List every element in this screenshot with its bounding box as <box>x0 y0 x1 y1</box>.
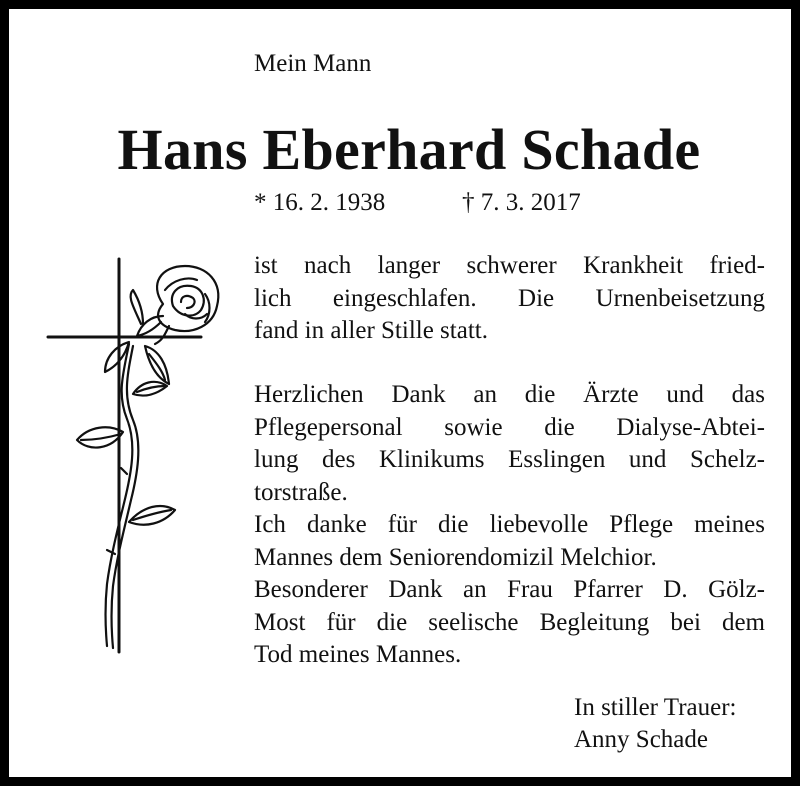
text-line: Besonderer Dank an Frau Pfarrer D. Gölz- <box>254 576 765 603</box>
text-line: Pflegepersonal sowie die Dialyse-Abtei- <box>254 413 765 441</box>
thanks-paragraph <box>254 379 765 672</box>
announcement-paragraph <box>254 250 765 348</box>
text-line: Mannes dem Seniorendomizil Melchior. <box>254 543 657 571</box>
text-line: Tod meines Mannes. <box>254 641 462 668</box>
text-line: lung des Klinikums Esslingen und Schelz- <box>254 446 765 473</box>
text-line: torstraße. <box>254 478 348 506</box>
text-line: Most für die seelische Begleitung bei dem <box>254 608 765 636</box>
deceased-name: Hans Eberhard Schade <box>117 117 701 182</box>
text-line: fand in aller Stille statt. <box>254 317 488 344</box>
death-date: † 7. 3. 2017 <box>462 189 581 216</box>
text-line: Ich danke für die liebevolle Pflege meines <box>254 511 765 538</box>
text-line: lich eingeschlafen. Die Urnenbeisetzung <box>254 284 765 312</box>
signature-name: Anny Schade <box>574 726 708 753</box>
text-line: Herzlichen Dank an die Ärzte und das <box>254 381 765 408</box>
text-line: ist nach langer schwerer Krankheit fried- <box>254 252 765 279</box>
closing-line: In stiller Trauer: <box>574 694 737 721</box>
intro-line: Mein Mann <box>254 50 372 77</box>
rose-cross-icon <box>45 254 235 654</box>
signature-block <box>574 692 737 756</box>
birth-date: * 16. 2. 1938 <box>254 189 386 216</box>
